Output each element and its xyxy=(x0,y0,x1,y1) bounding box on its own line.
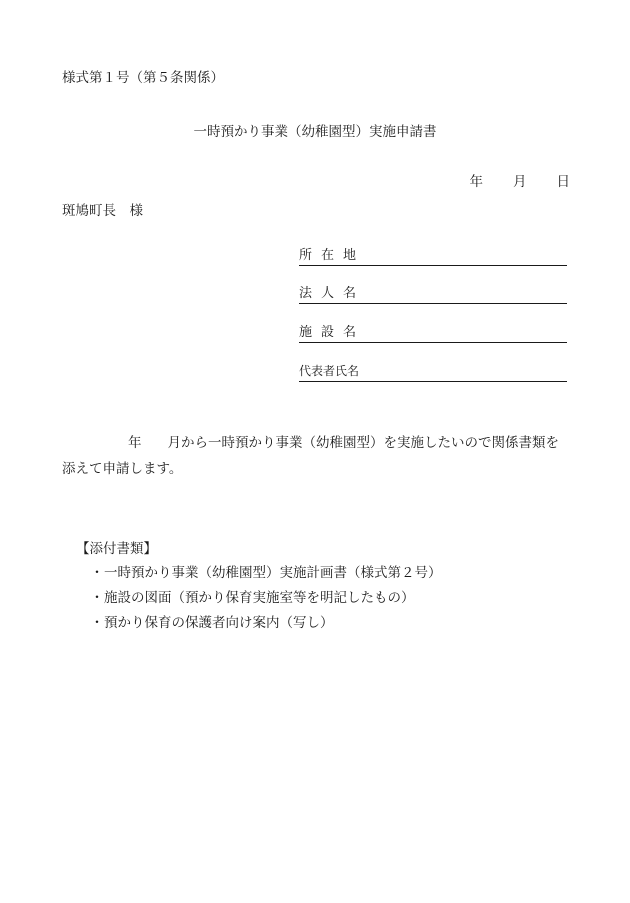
date-line xyxy=(470,170,571,190)
list-item xyxy=(90,586,442,611)
form-number: 様式第１号（第５条関係） xyxy=(62,70,224,86)
document-title: 一時預かり事業（幼稚園型）実施申請書 xyxy=(193,124,437,140)
corporation-name-field-label: 法人名 xyxy=(299,286,366,301)
date-month-label: 月 xyxy=(513,174,527,190)
addressee: 斑鳩町長 様 xyxy=(62,203,143,219)
bullet-mark: ・ xyxy=(90,565,104,581)
representative-name-field-label: 代表者氏名 xyxy=(299,364,360,378)
attachments-list xyxy=(90,561,442,636)
bullet-mark: ・ xyxy=(90,590,104,606)
address-field[interactable] xyxy=(299,245,567,266)
attachments-heading: 【添付書類】 xyxy=(76,541,157,557)
date-year-label: 年 xyxy=(469,174,483,190)
address-field-label: 所在地 xyxy=(299,248,366,263)
date-day-label: 日 xyxy=(556,174,570,190)
facility-name-field[interactable] xyxy=(299,322,567,343)
list-item xyxy=(90,561,442,586)
statement-text: 月から一時預かり事業（幼稚園型）を実施したいので関係書類を添えて申請します。 xyxy=(62,435,559,477)
facility-name-field-label: 施設名 xyxy=(299,325,366,340)
representative-name-field[interactable] xyxy=(299,361,567,382)
list-item xyxy=(90,611,442,636)
attachment-item-label: 預かり保育の保護者向け案内（写し） xyxy=(104,615,334,631)
attachment-item-label: 一時預かり事業（幼稚園型）実施計画書（様式第２号） xyxy=(104,565,442,581)
bullet-mark: ・ xyxy=(90,615,104,631)
statement-year-mark: 年 xyxy=(128,435,142,451)
corporation-name-field[interactable] xyxy=(299,283,567,304)
application-statement xyxy=(62,430,570,482)
attachment-item-label: 施設の図面（預かり保育実施室等を明記したもの） xyxy=(104,590,415,606)
